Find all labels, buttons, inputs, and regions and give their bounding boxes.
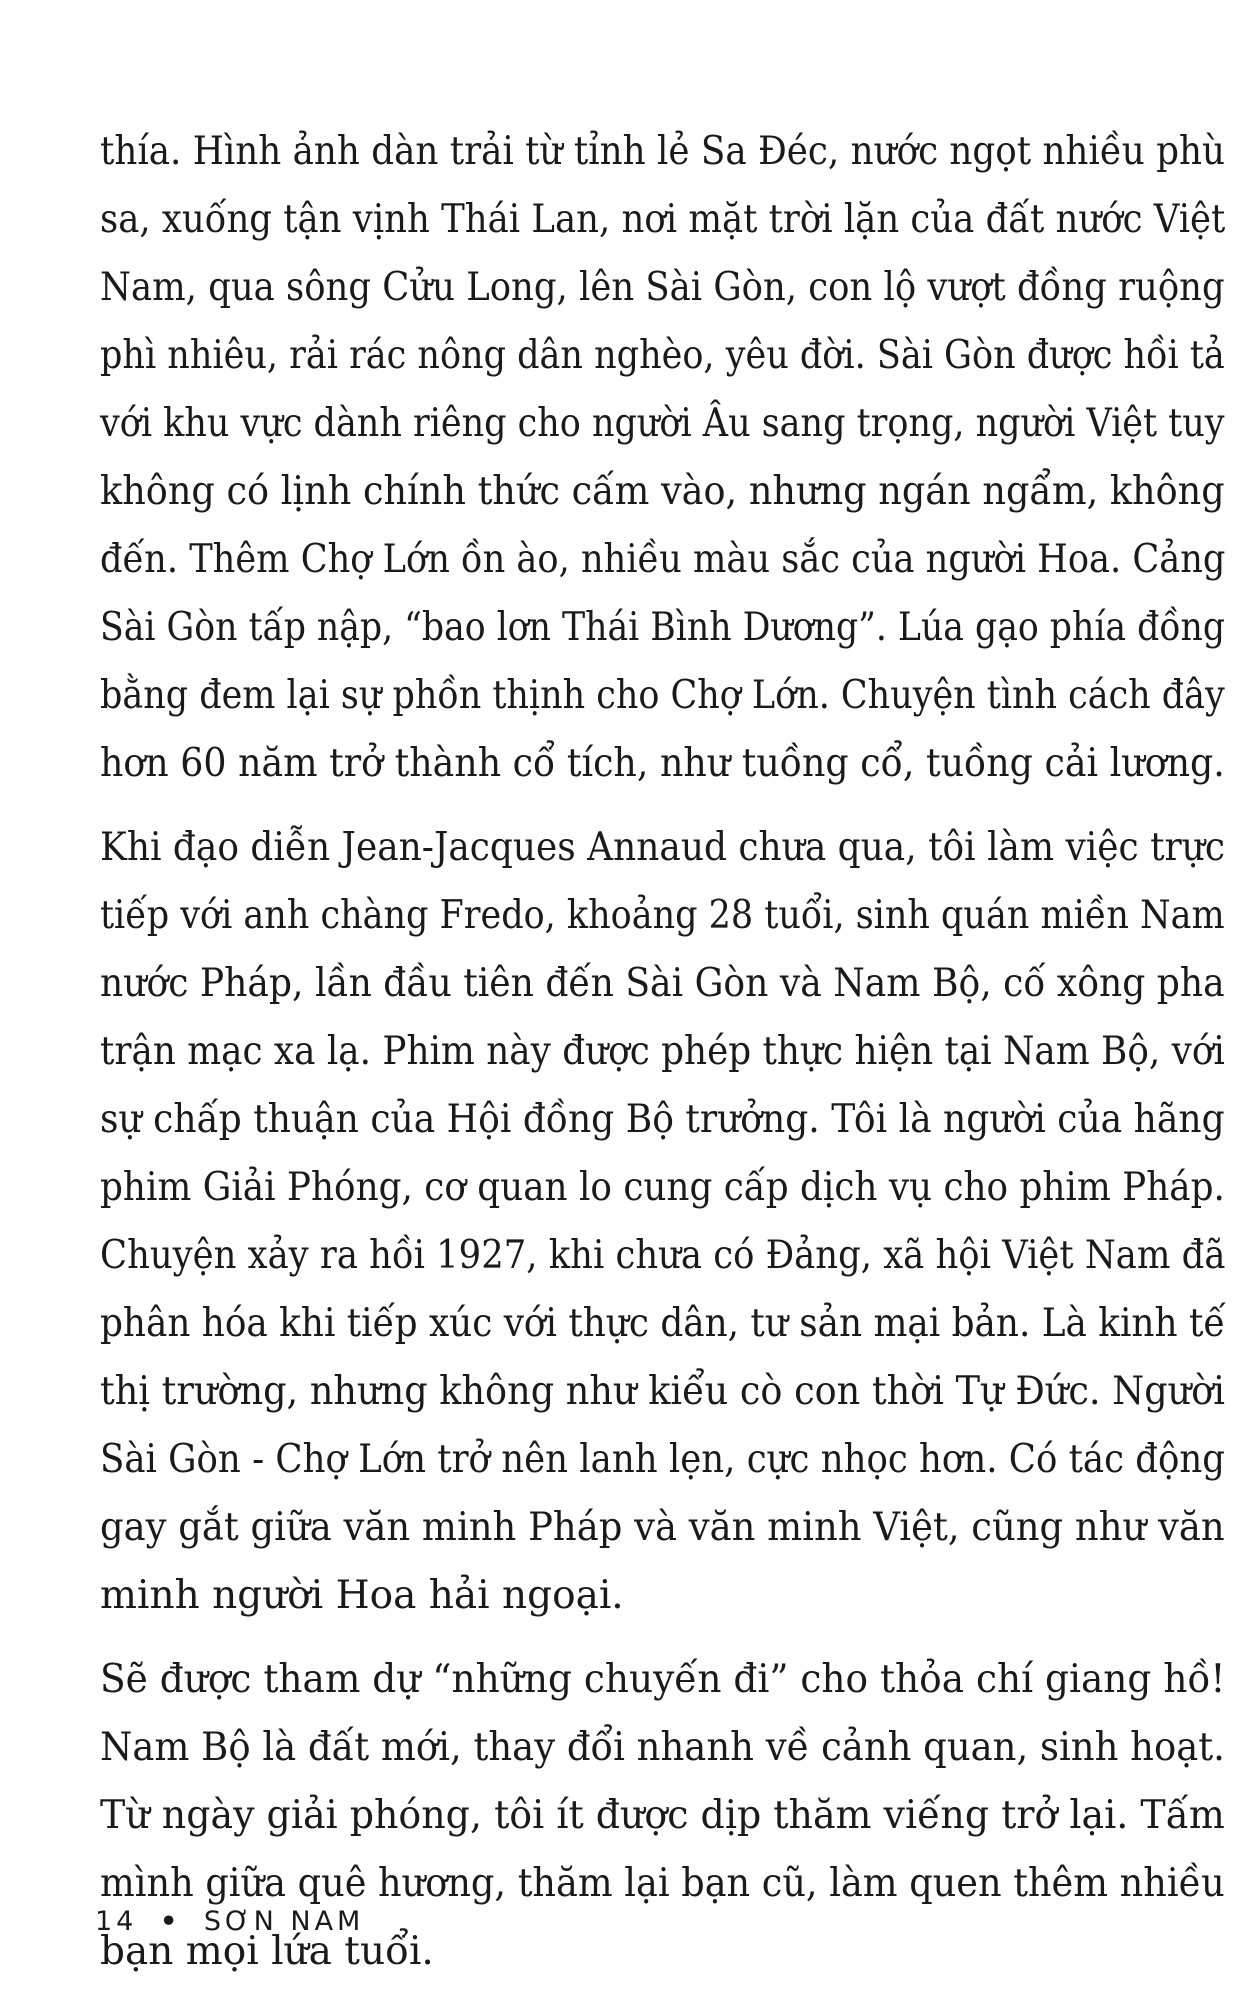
text-line: Sẽ được tham dự “những chuyến đi” cho thỏa chí giang hồ!	[100, 1657, 1226, 1702]
text-line: sa, xuống tận vịnh Thái Lan, nơi mặt trời lặn của đất nước Việt	[100, 197, 1226, 242]
text-line: mình giữa quê hương, thăm lại bạn cũ, làm quen thêm nhiều	[100, 1861, 1225, 1906]
text-line: thị trường, nhưng không như kiểu cò con thời Tự Đức. Người	[100, 1369, 1226, 1414]
text-line: Nam Bộ là đất mới, thay đổi nhanh về cảnh quan, sinh hoạt.	[100, 1725, 1225, 1770]
text-line: Nam, qua sông Cửu Long, lên Sài Gòn, con lộ vượt đồng ruộng	[100, 265, 1225, 310]
text-line: hơn 60 năm trở thành cổ tích, như tuồng cổ, tuồng cải lương.	[100, 741, 1225, 786]
text-line: Sài Gòn - Chợ Lớn trở nên lanh lẹn, cực nhọc hơn. Có tác động	[100, 1437, 1226, 1482]
text-line: Khi đạo diễn Jean-Jacques Annaud chưa qua, tôi làm việc trực	[100, 825, 1225, 870]
text-line: phì nhiêu, rải rác nông dân nghèo, yêu đời. Sài Gòn được hồi tả	[100, 333, 1225, 378]
text-line: bạn mọi lứa tuổi.	[100, 1929, 434, 1974]
body-text	[100, 118, 1225, 1986]
text-line: Từ ngày giải phóng, tôi ít được dịp thăm viếng trở lại. Tấm	[100, 1793, 1225, 1838]
text-line: nước Pháp, lần đầu tiên đến Sài Gòn và Nam Bộ, cố xông pha	[100, 961, 1225, 1006]
text-line: thía. Hình ảnh dàn trải từ tỉnh lẻ Sa Đéc, nước ngọt nhiều phù	[100, 129, 1225, 174]
text-line: minh người Hoa hải ngoại.	[100, 1573, 624, 1618]
running-author: SƠN NAM	[203, 1906, 365, 1937]
page-number: 14	[95, 1906, 138, 1937]
text-line: phân hóa khi tiếp xúc với thực dân, tư sản mại bản. Là kinh tế	[100, 1301, 1226, 1346]
text-line: với khu vực dành riêng cho người Âu sang trọng, người Việt tuy	[100, 401, 1225, 446]
text-line: phim Giải Phóng, cơ quan lo cung cấp dịch vụ cho phim Pháp.	[100, 1165, 1225, 1210]
text-line: sự chấp thuận của Hội đồng Bộ trưởng. Tôi là người của hãng	[100, 1097, 1225, 1142]
text-line: trận mạc xa lạ. Phim này được phép thực hiện tại Nam Bộ, với	[100, 1029, 1225, 1074]
text-line: tiếp với anh chàng Fredo, khoảng 28 tuổi, sinh quán miền Nam	[100, 893, 1225, 938]
text-line: đến. Thêm Chợ Lớn ồn ào, nhiều màu sắc của người Hoa. Cảng	[100, 537, 1226, 582]
footer-separator: •	[159, 1906, 182, 1937]
text-line: Sài Gòn tấp nập, “bao lơn Thái Bình Dương”. Lúa gạo phía đồng	[100, 605, 1226, 650]
text-line: không có lịnh chính thức cấm vào, nhưng ngán ngẩm, không	[100, 469, 1225, 514]
paragraph-1	[100, 118, 1225, 798]
text-line: Chuyện xảy ra hồi 1927, khi chưa có Đảng, xã hội Việt Nam đã	[100, 1233, 1226, 1278]
page-footer	[95, 1906, 364, 1937]
paragraph-2	[100, 814, 1225, 1630]
text-line: bằng đem lại sự phồn thịnh cho Chợ Lớn. Chuyện tình cách đây	[100, 673, 1225, 718]
text-line: gay gắt giữa văn minh Pháp và văn minh Việt, cũng như văn	[100, 1505, 1225, 1550]
